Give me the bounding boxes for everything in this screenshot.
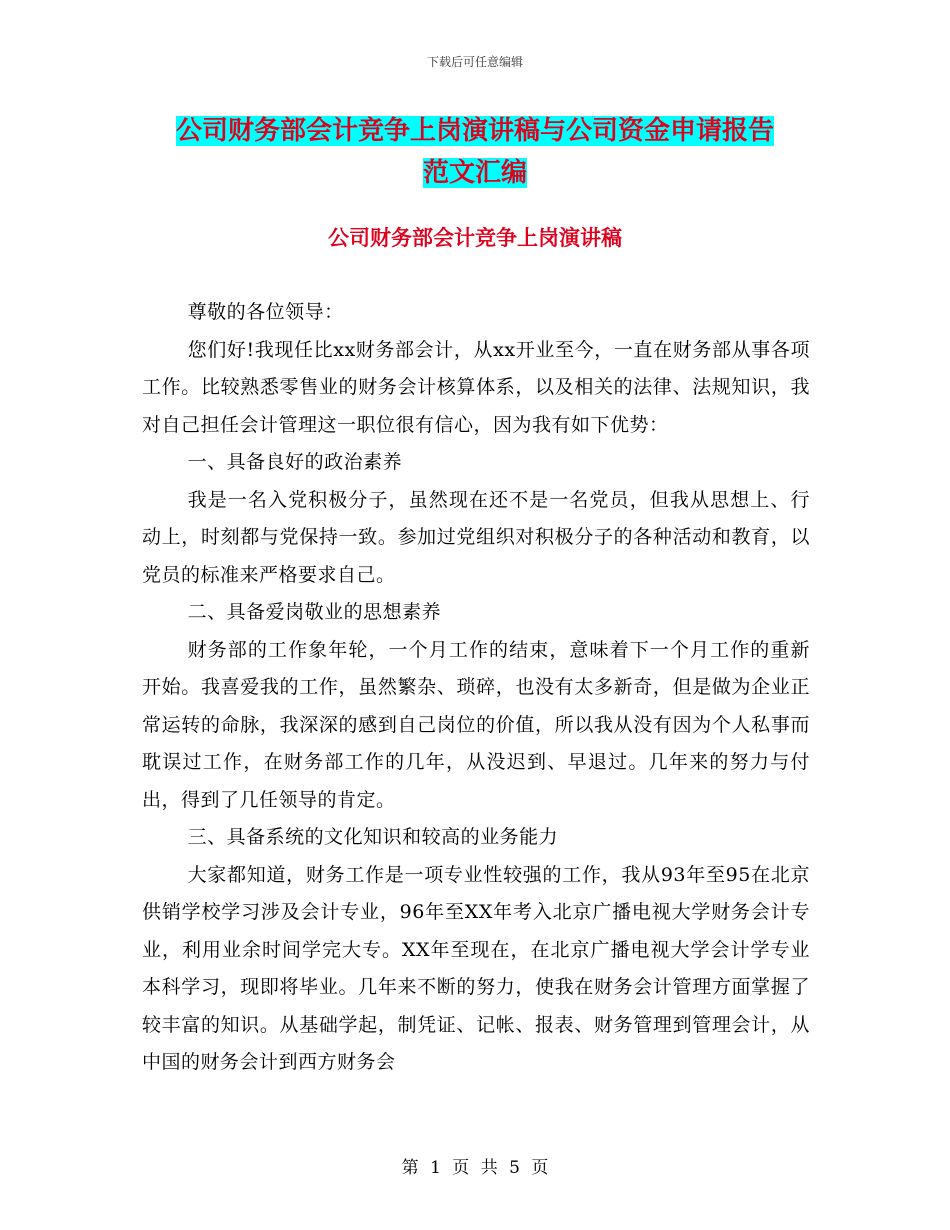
paragraph: 财务部的工作象年轮，一个月工作的结束，意味着下一个月工作的重新开始。我喜爱我的工作，虽然繁杂、琐碎，也没有太多新奇，但是做为企业正常运转的命脉，我深深的感到自己岗位的价值，所以我从没有因为个人私事而耽误过工作，在财务部工作的几年，从没迟到、早退过。几年来的努力与付出，得到了几任领导的肯定。 — [142, 638, 810, 811]
paragraph: 您们好!我现任比xx财务部会计，从xx开业至今，一直在财务部从事各项工作。比较熟悉零售业的财务会计核算体系，以及相关的法律、法规知识，我对自己担任会计管理这一职位很有信心，因为我有如下优势： — [142, 338, 810, 436]
document-title-line-2: 范文汇编 — [422, 158, 527, 188]
paragraph-heading: 二、具备爱岗敬业的思想素养 — [187, 601, 442, 623]
paragraph-heading: 三、具备系统的文化知识和较高的业务能力 — [187, 826, 559, 848]
page-header-note: 下载后可任意编辑 — [426, 55, 523, 69]
page-number: 第 1 页 共 5 页 — [401, 1158, 549, 1178]
paragraph: 大家都知道，财务工作是一项专业性较强的工作，我从93年至95在北京供销学校学习涉及会计专业，96年至XX年考入北京广播电视大学财务会计专业，利用业余时间学完大专。XX年至现在，在北京广播电视大学会计学专业本科学习，现即将毕业。几年来不断的努力，使我在财务会计管理方面掌握了较丰富的知识。从基础学起，制凭证、记帐、报表、财务管理到管理会计，从中国的财务会计到西方财务会 — [142, 863, 810, 1073]
document-title-line-1: 公司财务部会计竞争上岗演讲稿与公司资金申请报告 — [175, 116, 774, 146]
paragraph-heading: 一、具备良好的政治素养 — [187, 451, 403, 473]
section-title: 公司财务部会计竞争上岗演讲稿 — [328, 226, 622, 250]
paragraph: 尊敬的各位领导： — [187, 301, 344, 323]
paragraph: 我是一名入党积极分子，虽然现在还不是一名党员，但我从思想上、行动上，时刻都与党保持一致。参加过党组织对积极分子的各种活动和教育，以党员的标准来严格要求自己。 — [142, 488, 810, 586]
document-body — [142, 294, 810, 1082]
document-title — [140, 110, 810, 194]
